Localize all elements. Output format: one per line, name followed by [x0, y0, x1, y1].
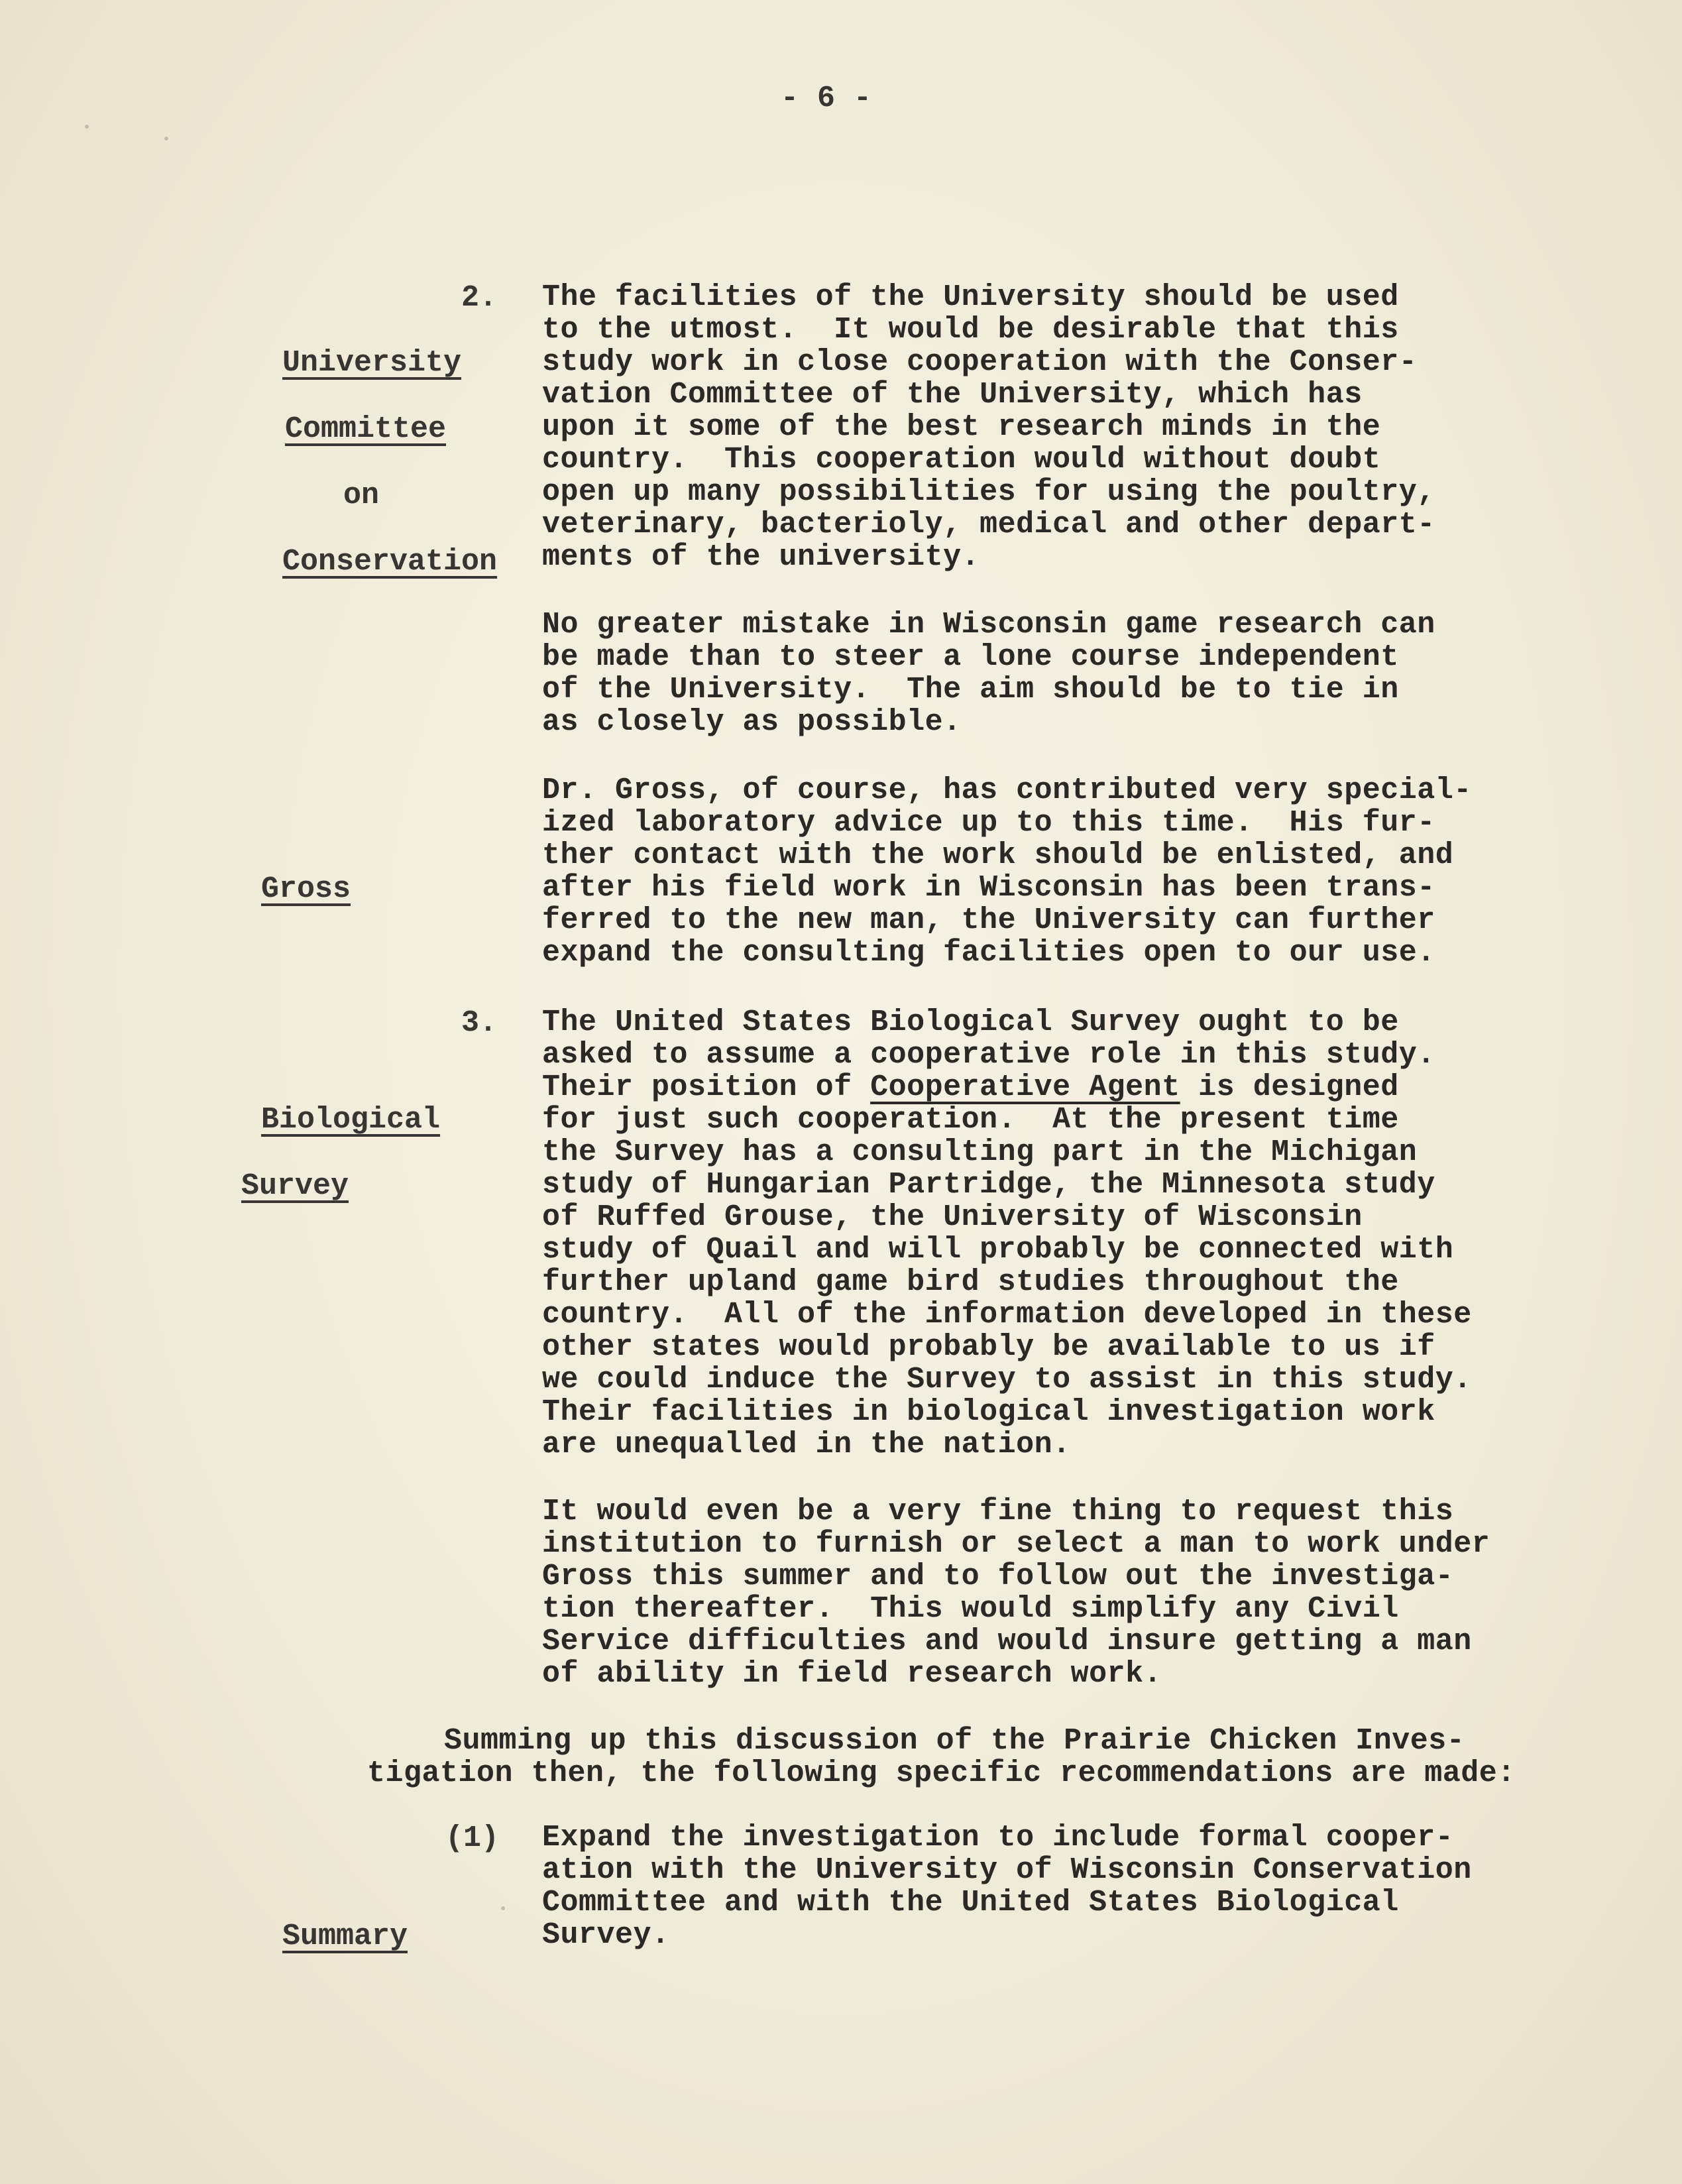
- paragraph-survey-request: [542, 1495, 1490, 1690]
- paragraph-summary-recommendation: [542, 1821, 1472, 1951]
- paragraph-survey: [542, 1006, 1472, 1461]
- margin-label-biological: Biological: [261, 1103, 441, 1137]
- paragraph-university-facilities: [542, 281, 1435, 573]
- text-line: after his field work in Wisconsin has been trans-: [542, 871, 1435, 905]
- margin-label-university: University: [282, 346, 462, 380]
- text-line: Survey.: [542, 1918, 670, 1952]
- text-line: study work in close cooperation with the Conser-: [542, 345, 1418, 379]
- text-line: of Ruffed Grouse, the University of Wisconsin: [542, 1200, 1363, 1234]
- margin-label-survey: Survey: [241, 1169, 349, 1203]
- text-line: The United States Biological Survey ought to be: [542, 1006, 1399, 1039]
- text-line: Committee and with the United States Biological: [542, 1886, 1399, 1920]
- margin-label-summary: Summary: [282, 1920, 408, 1953]
- text-line: we could induce the Survey to assist in this study.: [542, 1363, 1472, 1397]
- margin-label-conservation: Conservation: [282, 545, 498, 579]
- text-line: Their facilities in biological investigation work: [542, 1395, 1435, 1429]
- paper-speck: [501, 1906, 505, 1910]
- text-line: asked to assume a cooperative role in this study.: [542, 1038, 1435, 1072]
- text-line: No greater mistake in Wisconsin game research can: [542, 608, 1435, 642]
- text-line: ments of the university.: [542, 540, 980, 574]
- paper-speck: [164, 137, 168, 141]
- text-line: ferred to the new man, the University can further: [542, 903, 1435, 937]
- text-line: ther contact with the work should be enlisted, and: [542, 838, 1454, 872]
- text-line: of the University. The aim should be to tie in: [542, 673, 1399, 707]
- text-line: Expand the investigation to include formal cooper-: [542, 1821, 1454, 1855]
- text-line: veterinary, bacterioly, medical and other depart-: [542, 508, 1435, 542]
- text-line: It would even be a very fine thing to request this: [542, 1495, 1454, 1528]
- text-line: other states would probably be available to us if: [542, 1330, 1435, 1364]
- underlined-term-cooperative-agent: Cooperative Agent: [870, 1070, 1180, 1104]
- paragraph-gross: [542, 774, 1472, 969]
- text-line: The facilities of the University should be used: [542, 280, 1399, 314]
- text-line: open up many possibilities for using the poultry,: [542, 475, 1435, 509]
- text-line: vation Committee of the University, which has: [542, 378, 1363, 412]
- text-line: study of Quail and will probably be connected with: [542, 1233, 1454, 1267]
- text-line: further upland game bird studies throughout the: [542, 1265, 1399, 1299]
- text-line: tigation then, the following specific recommendations are made:: [367, 1756, 1516, 1790]
- text-line: are unequalled in the nation.: [542, 1428, 1071, 1462]
- text-line: Service difficulties and would insure getting a man: [542, 1625, 1472, 1658]
- margin-label-gross: Gross: [261, 872, 351, 906]
- text-line: expand the consulting facilities open to our use.: [542, 936, 1435, 970]
- text-line: study of Hungarian Partridge, the Minnesota study: [542, 1168, 1435, 1202]
- text-segment: Their position of: [542, 1070, 871, 1104]
- item-number-2: 2.: [461, 281, 498, 315]
- text-segment: is designed: [1180, 1070, 1399, 1104]
- paper-speck: [85, 125, 89, 129]
- text-line: for just such cooperation. At the present time: [542, 1103, 1399, 1137]
- paragraph-university-mistake: [542, 608, 1435, 738]
- text-line: Dr. Gross, of course, has contributed very special-: [542, 774, 1472, 807]
- text-line: Summing up this discussion of the Prairie Chicken Inves-: [444, 1724, 1465, 1758]
- text-line: the Survey has a consulting part in the Michigan: [542, 1135, 1418, 1169]
- paragraph-summing-up: [367, 1725, 1516, 1790]
- text-line: upon it some of the best research minds in the: [542, 410, 1381, 444]
- text-line: country. This cooperation would without doubt: [542, 443, 1381, 477]
- text-line: institution to furnish or select a man to work under: [542, 1527, 1490, 1561]
- text-line: ation with the University of Wisconsin Conservation: [542, 1853, 1472, 1887]
- text-line: [542, 1071, 1472, 1104]
- text-line: country. All of the information developed in these: [542, 1298, 1472, 1332]
- margin-label-committee: Committee: [285, 412, 447, 446]
- item-number-3: 3.: [461, 1006, 498, 1040]
- margin-label-on: on: [343, 479, 380, 512]
- text-line: be made than to steer a lone course independent: [542, 640, 1399, 674]
- item-number-1: (1): [445, 1821, 500, 1855]
- text-line: tion thereafter. This would simplify any Civil: [542, 1592, 1399, 1626]
- page-number: - 6 -: [781, 82, 872, 115]
- text-line: to the utmost. It would be desirable that this: [542, 313, 1399, 347]
- text-line: ized laboratory advice up to this time. His fur-: [542, 806, 1435, 840]
- text-line: Gross this summer and to follow out the investiga-: [542, 1560, 1454, 1593]
- text-line: of ability in field research work.: [542, 1657, 1162, 1691]
- text-line: as closely as possible.: [542, 705, 962, 739]
